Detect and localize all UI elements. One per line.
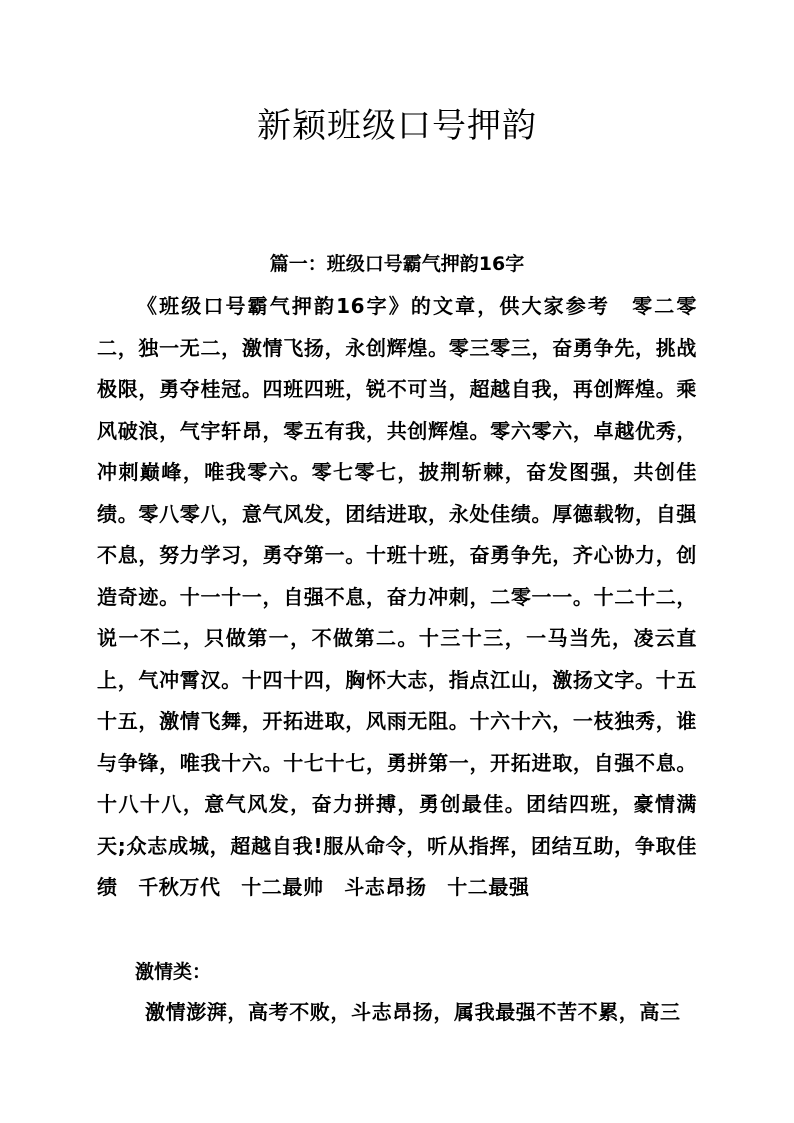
category-label: 激情类： <box>135 961 212 983</box>
document-title: 新颖班级口号押韵 <box>257 106 537 146</box>
section-heading: 篇一：班级口号霸气押韵16字 <box>269 253 525 275</box>
body-paragraph-passion: 激情澎湃，高考不败，斗志昂扬，属我最强不苦不累，高三 <box>145 1000 681 1024</box>
body-paragraph-slogans: 《班级口号霸气押韵16字》的文章，供大家参考 零二零二，独一无二，激情飞扬，永创辉煌。零三零三，奋勇争先，挑战极限，勇夺桂冠。四班四班，锐不可当，超越自我，再创辉煌。乘风破浪，气宇轩昂，零五有我，共创辉煌。零六零六，卓越优秀，冲刺巅峰，唯我零六。零七零七，披荆斩棘，奋发图强，共创佳绩。零八零八，意气风发，团结进取，永处佳绩。厚德载物，自强不息，努力学习，勇夺第一。十班十班，奋勇争先，齐心协力，创造奇迹。十一十一，自强不息，奋力冲刺，二零一一。十二十二，说一不二，只做第一，不做第二。十三十三，一马当先，凌云直上，气冲霄汉。十四十四，胸怀大志，指点江山，激扬文字。十五十五，激情飞舞，开拓进取，风雨无阻。十六十六，一枝独秀，谁与争锋，唯我十六。十七十七，勇拼第一，开拓进取，自强不息。十八十八，意气风发，奋力拼搏，勇创最佳。团结四班，豪情满天;众志成城，超越自我!服从命令，听从指挥，团结互助，争取佳绩 千秋万代 十二最帅 斗志昂扬 十二最强 <box>97 294 697 899</box>
